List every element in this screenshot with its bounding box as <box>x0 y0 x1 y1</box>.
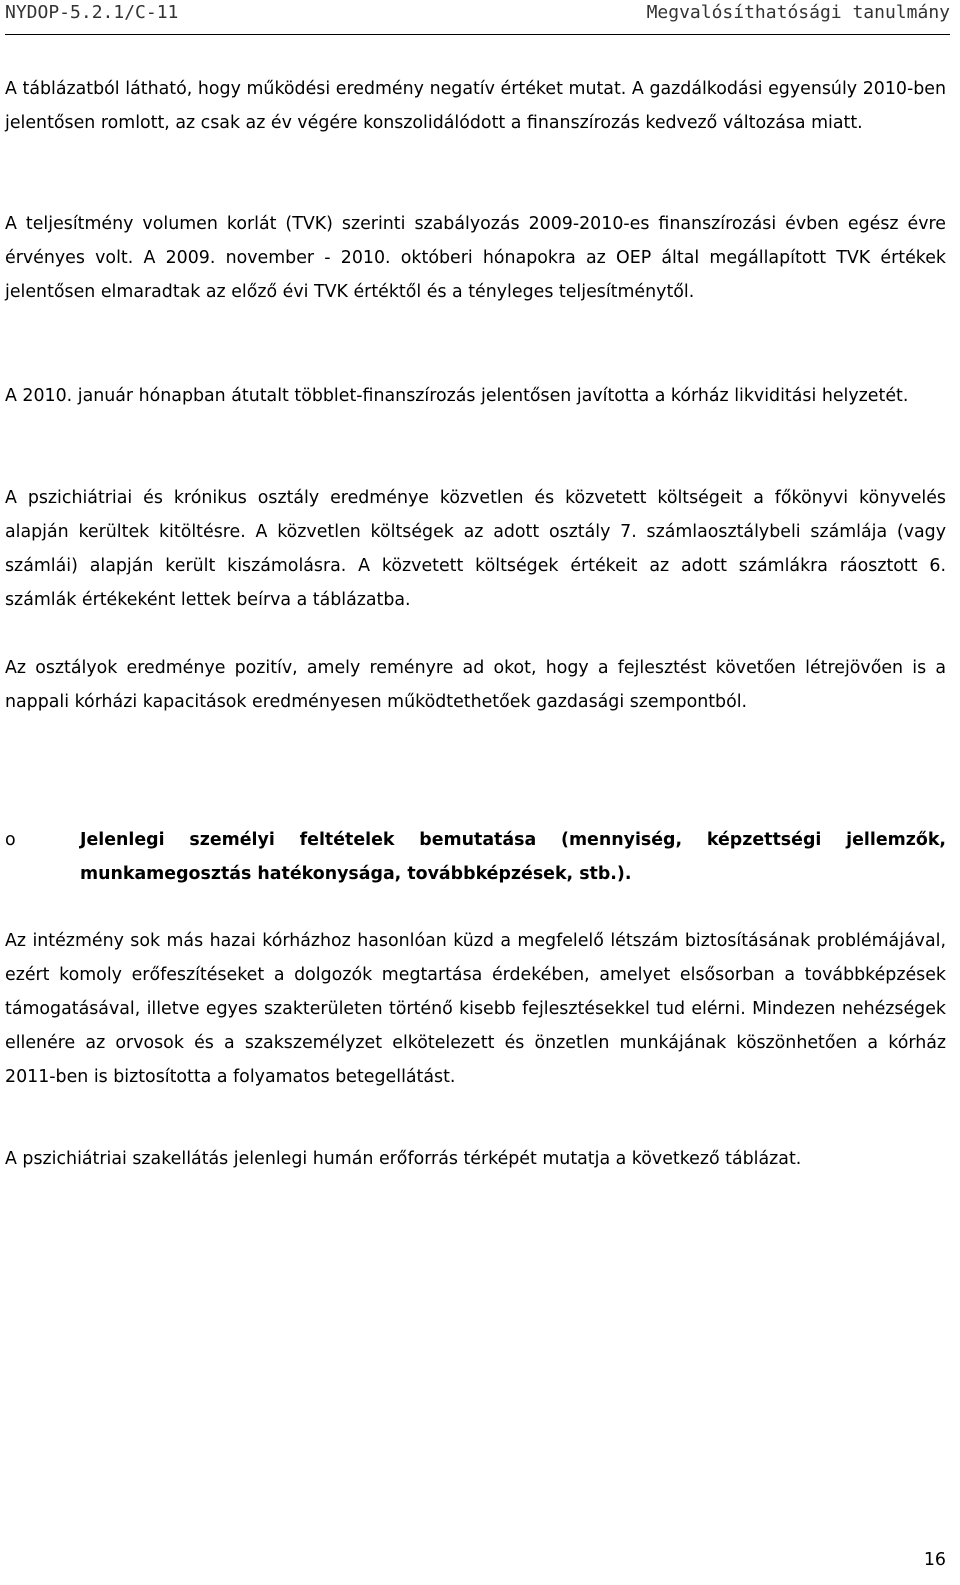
document-code: NYDOP-5.2.1/C-11 <box>5 2 179 23</box>
paragraph-tvk-regulation: A teljesítmény volumen korlát (TVK) szerinti szabályozás 2009-2010-es finanszírozási évben egész évre érvényes volt. A 2009. november - 2010. októberi hónapokra az OEP által megállapított TVK értékek jelentősen elmaradtak az előző évi TVK értéktől és a tényleges teljesítménytől. <box>5 214 946 302</box>
page-number: 16 <box>923 1550 946 1570</box>
list-bullet: o <box>5 830 16 850</box>
paragraph-hr-map-intro: A pszichiátriai szakellátás jelenlegi humán erőforrás térképét mutatja a következő táblázat. <box>5 1149 802 1169</box>
paragraph-staffing: Az intézmény sok más hazai kórházhoz hasonlóan küzd a megfelelő létszám biztosításának problémájával, ezért komoly erőfeszítéseket a dolgozók megtartása érdekében, amelyet elsősorban a továbbképzések támogatásával, illetve egyes szakterületen történő kisebb fejlesztésekkel tud elérni. Mindezen nehézségek ellenére az orvosok és a szakszemélyzet elkötelezett és önzetlen munkájának köszönhetően a kórház 2011-ben is biztosította a folyamatos betegellátást. <box>5 931 946 1087</box>
page-header <box>5 0 950 35</box>
paragraph-extra-funding: A 2010. január hónapban átutalt többlet-finanszírozás jelentősen javította a kórház likviditási helyzetét. <box>5 386 909 406</box>
document-type: Megvalósíthatósági tanulmány <box>646 2 950 23</box>
paragraph-operating-result: A táblázatból látható, hogy működési eredmény negatív értéket mutat. A gazdálkodási egyensúly 2010-ben jelentősen romlott, az csak az év végére konszolidálódott a finanszírozás kedvező változása miatt. <box>5 79 946 133</box>
paragraph-department-costs: A pszichiátriai és krónikus osztály eredménye közvetlen és közvetett költségeit a főkönyvi könyvelés alapján kerültek kitöltésre. A közvetlen költségek az adott osztály 7. számlaosztálybeli számlája (vagy számlái) alapján került kiszámolásra. A közvetett költségek értékeit az adott számlákra ráosztott 6. számlák értékeként lettek beírva a táblázatba. <box>5 488 946 610</box>
section-heading-text: Jelenlegi személyi feltételek bemutatása (mennyiség, képzettségi jellemzők, munkamegosztás hatékonysága, továbbképzések, stb.). <box>80 830 946 884</box>
paragraph-department-results: Az osztályok eredménye pozitív, amely reményre ad okot, hogy a fejlesztést követően létrejövően is a nappali kórházi kapacitások eredményesen működtethetőek gazdasági szempontból. <box>5 658 946 712</box>
